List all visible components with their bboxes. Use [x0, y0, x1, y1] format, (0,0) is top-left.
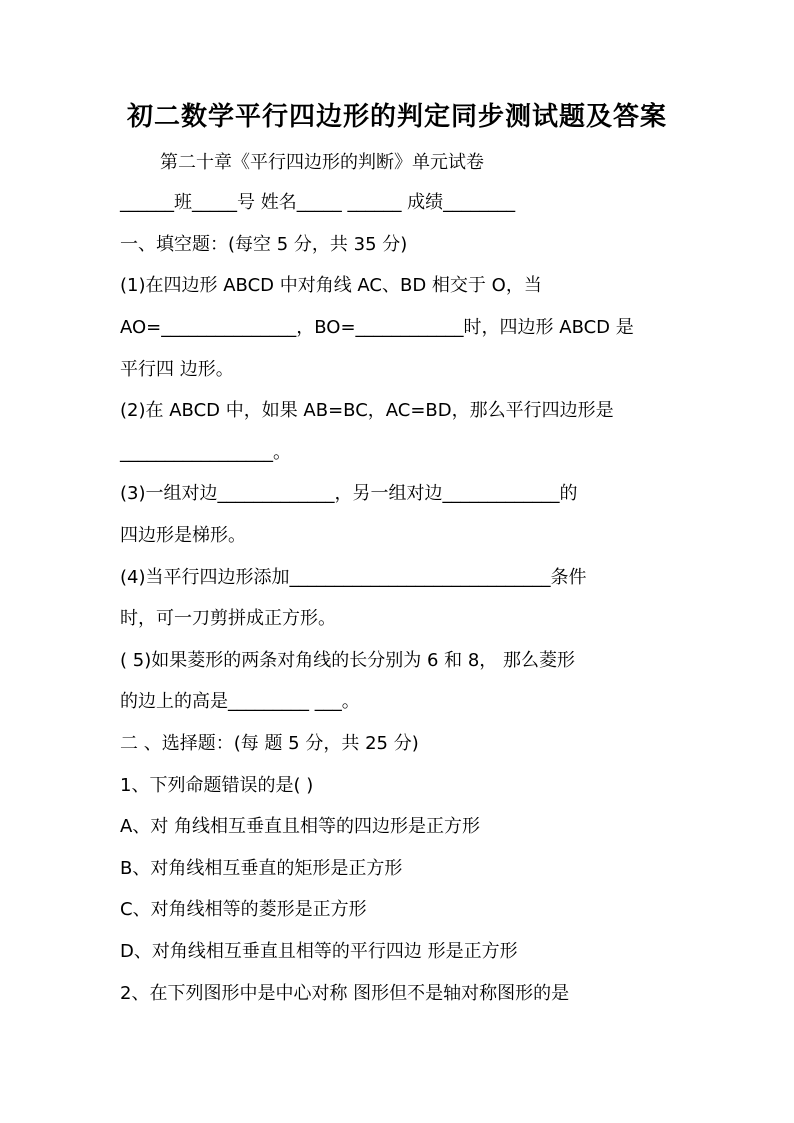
question-line: _________________。	[120, 442, 291, 463]
question-line: (4)当平行四边形添加_____________________________条件	[120, 567, 587, 588]
question-line: 时，可一刀剪拼成正方形。	[120, 608, 336, 629]
question-line: 四边形是梯形。	[120, 525, 246, 546]
exam-subtitle: 第二十章《平行四边形的判断》单元试卷	[160, 152, 484, 173]
question-line: (1)在四边形 ABCD 中对角线 AC、BD 相交于 O，当	[120, 275, 542, 296]
question-line: 的边上的高是_________ ___。	[120, 691, 360, 712]
question-line: (3)一组对边_____________，另一组对边_____________的	[120, 483, 578, 504]
document-title: 初二数学平行四边形的判定同步测试题及答案	[126, 102, 667, 132]
question-line: 1、下列命题错误的是( )	[120, 775, 314, 796]
question-line: AO=_______________，BO=____________时，四边形 ABCD 是	[120, 317, 634, 338]
section-heading-choice: 二 、选择题：(每 题 5 分，共 25 分)	[120, 733, 419, 754]
question-line: 平行四 边形。	[120, 359, 234, 380]
answer-option: C、对角线相等的菱形是正方形	[120, 899, 367, 920]
question-line: (2)在 ABCD 中，如果 AB=BC，AC=BD，那么平行四边形是	[120, 400, 614, 421]
answer-option: D、对角线相互垂直且相等的平行四边 形是正方形	[120, 941, 518, 962]
student-info-line: ______班_____号 姓名_____ ______ 成绩________	[120, 192, 516, 213]
question-line: ( 5)如果菱形的两条对角线的长分别为 6 和 8， 那么菱形	[120, 650, 576, 671]
answer-option: B、对角线相互垂直的矩形是正方形	[120, 858, 403, 879]
answer-option: A、对 角线相互垂直且相等的四边形是正方形	[120, 816, 481, 837]
question-line: 2、在下列图形中是中心对称 图形但不是轴对称图形的是	[120, 983, 570, 1004]
section-heading-fill-in: 一、填空题：(每空 5 分，共 35 分)	[120, 234, 408, 255]
